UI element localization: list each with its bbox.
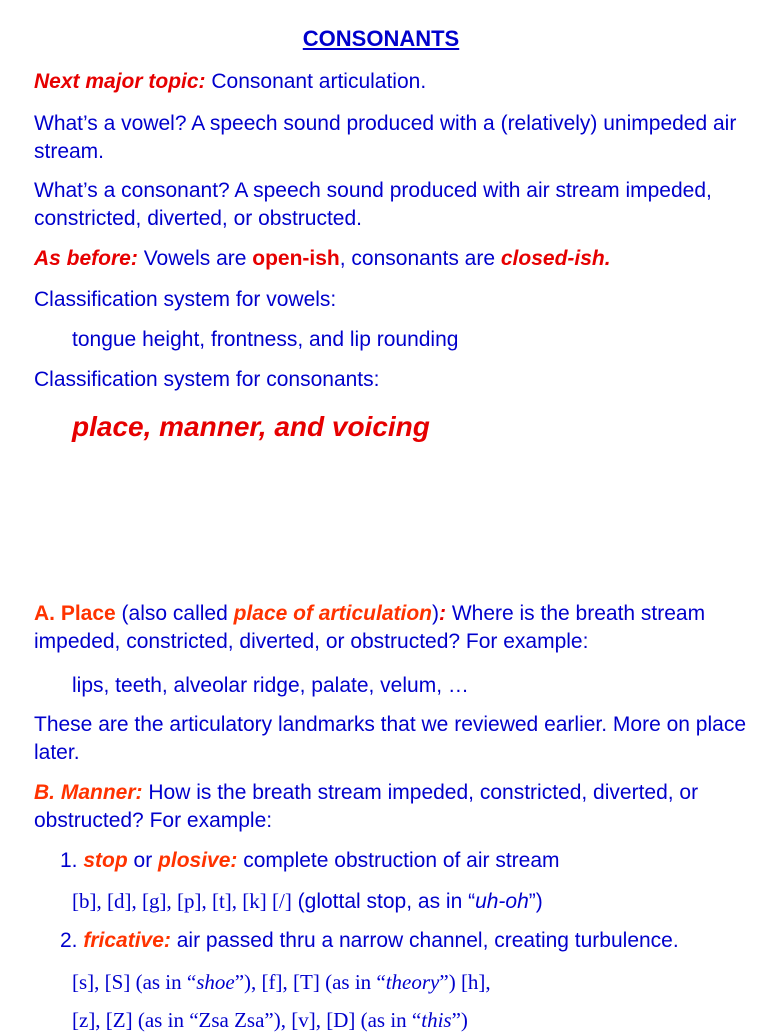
fric-ex1-d: theory bbox=[385, 970, 440, 994]
open-ish-term: open-ish bbox=[252, 247, 340, 270]
as-before-line bbox=[34, 245, 760, 273]
as-before-text-2: , consonants are bbox=[339, 247, 501, 270]
stop-term: stop bbox=[83, 849, 128, 872]
fricative-term: fricative: bbox=[83, 929, 171, 952]
consonant-system-items: place, manner, and voicing bbox=[72, 411, 430, 442]
fricative-examples-1 bbox=[72, 968, 762, 996]
vowel-definition: What’s a vowel? A speech sound produced with a (relatively) unimpeded air stream. bbox=[34, 112, 737, 163]
intro-text: Consonant articulation. bbox=[205, 70, 427, 93]
consonant-definition: What’s a consonant? A speech sound produced with air stream impeded, constricted, diverted, or obstructed. bbox=[34, 179, 712, 230]
stop-examples bbox=[72, 887, 762, 916]
fricative-line bbox=[60, 927, 760, 955]
stop-or: or bbox=[127, 849, 159, 872]
fricative-description: air passed thru a narrow channel, creating turbulence. bbox=[170, 929, 679, 952]
intro-line bbox=[34, 68, 760, 96]
place-colon: : bbox=[438, 602, 446, 625]
stop-gloss-post: ”) bbox=[528, 890, 543, 913]
page-title: CONSONANTS bbox=[302, 26, 460, 51]
as-before-text-1: Vowels are bbox=[137, 247, 253, 270]
place-text-2: ) bbox=[431, 602, 439, 625]
intro-label: Next major topic: bbox=[34, 70, 206, 93]
plosive-term: plosive: bbox=[158, 849, 238, 872]
place-note: These are the articulatory landmarks that we reviewed earlier. More on place later. bbox=[34, 713, 747, 764]
vowel-system-heading: Classification system for vowels: bbox=[34, 288, 337, 311]
fric-ex2-c: ”) bbox=[451, 1008, 468, 1032]
consonant-system-heading: Classification system for consonants: bbox=[34, 368, 380, 391]
manner-paragraph bbox=[34, 779, 760, 835]
fric-ex2-b: this bbox=[421, 1008, 452, 1032]
place-paragraph bbox=[34, 600, 760, 656]
manner-label: B. Manner: bbox=[34, 781, 143, 804]
stop-line bbox=[60, 847, 760, 875]
as-before-label: As before: bbox=[34, 247, 138, 270]
place-text-1: (also called bbox=[115, 602, 234, 625]
manner-text: How is the breath stream impeded, constricted, diverted, or obstructed? For example: bbox=[34, 781, 699, 832]
place-term: place of articulation bbox=[233, 602, 432, 625]
fric-ex1-a: [s], [S] (as in “ bbox=[72, 970, 197, 994]
fric-ex1-c: ”), [f], [T] (as in “ bbox=[234, 970, 386, 994]
stop-gloss-pre: (glottal stop, as in “ bbox=[291, 890, 476, 913]
fric-ex1-e: ”) [h], bbox=[439, 970, 491, 994]
stop-number: 1. bbox=[60, 849, 84, 872]
place-text-3: Where is the breath stream impeded, constricted, diverted, or obstructed? For example: bbox=[34, 602, 706, 653]
place-label: A. Place bbox=[34, 602, 116, 625]
stop-symbols: [b], [d], [g], [p], [t], [k] [/] bbox=[72, 889, 292, 913]
stop-description: complete obstruction of air stream bbox=[237, 849, 560, 872]
closed-ish-term: closed-ish. bbox=[500, 247, 611, 270]
fric-ex1-b: shoe bbox=[196, 970, 235, 994]
fricative-number: 2. bbox=[60, 929, 84, 952]
fric-ex2-a: [z], [Z] (as in “Zsa Zsa”), [v], [D] (as in “ bbox=[72, 1008, 422, 1032]
place-examples: lips, teeth, alveolar ridge, palate, velum, … bbox=[72, 674, 469, 697]
fricative-examples-2 bbox=[72, 1006, 762, 1034]
vowel-system-items: tongue height, frontness, and lip rounding bbox=[72, 328, 459, 351]
stop-gloss-word: uh-oh bbox=[475, 890, 529, 913]
